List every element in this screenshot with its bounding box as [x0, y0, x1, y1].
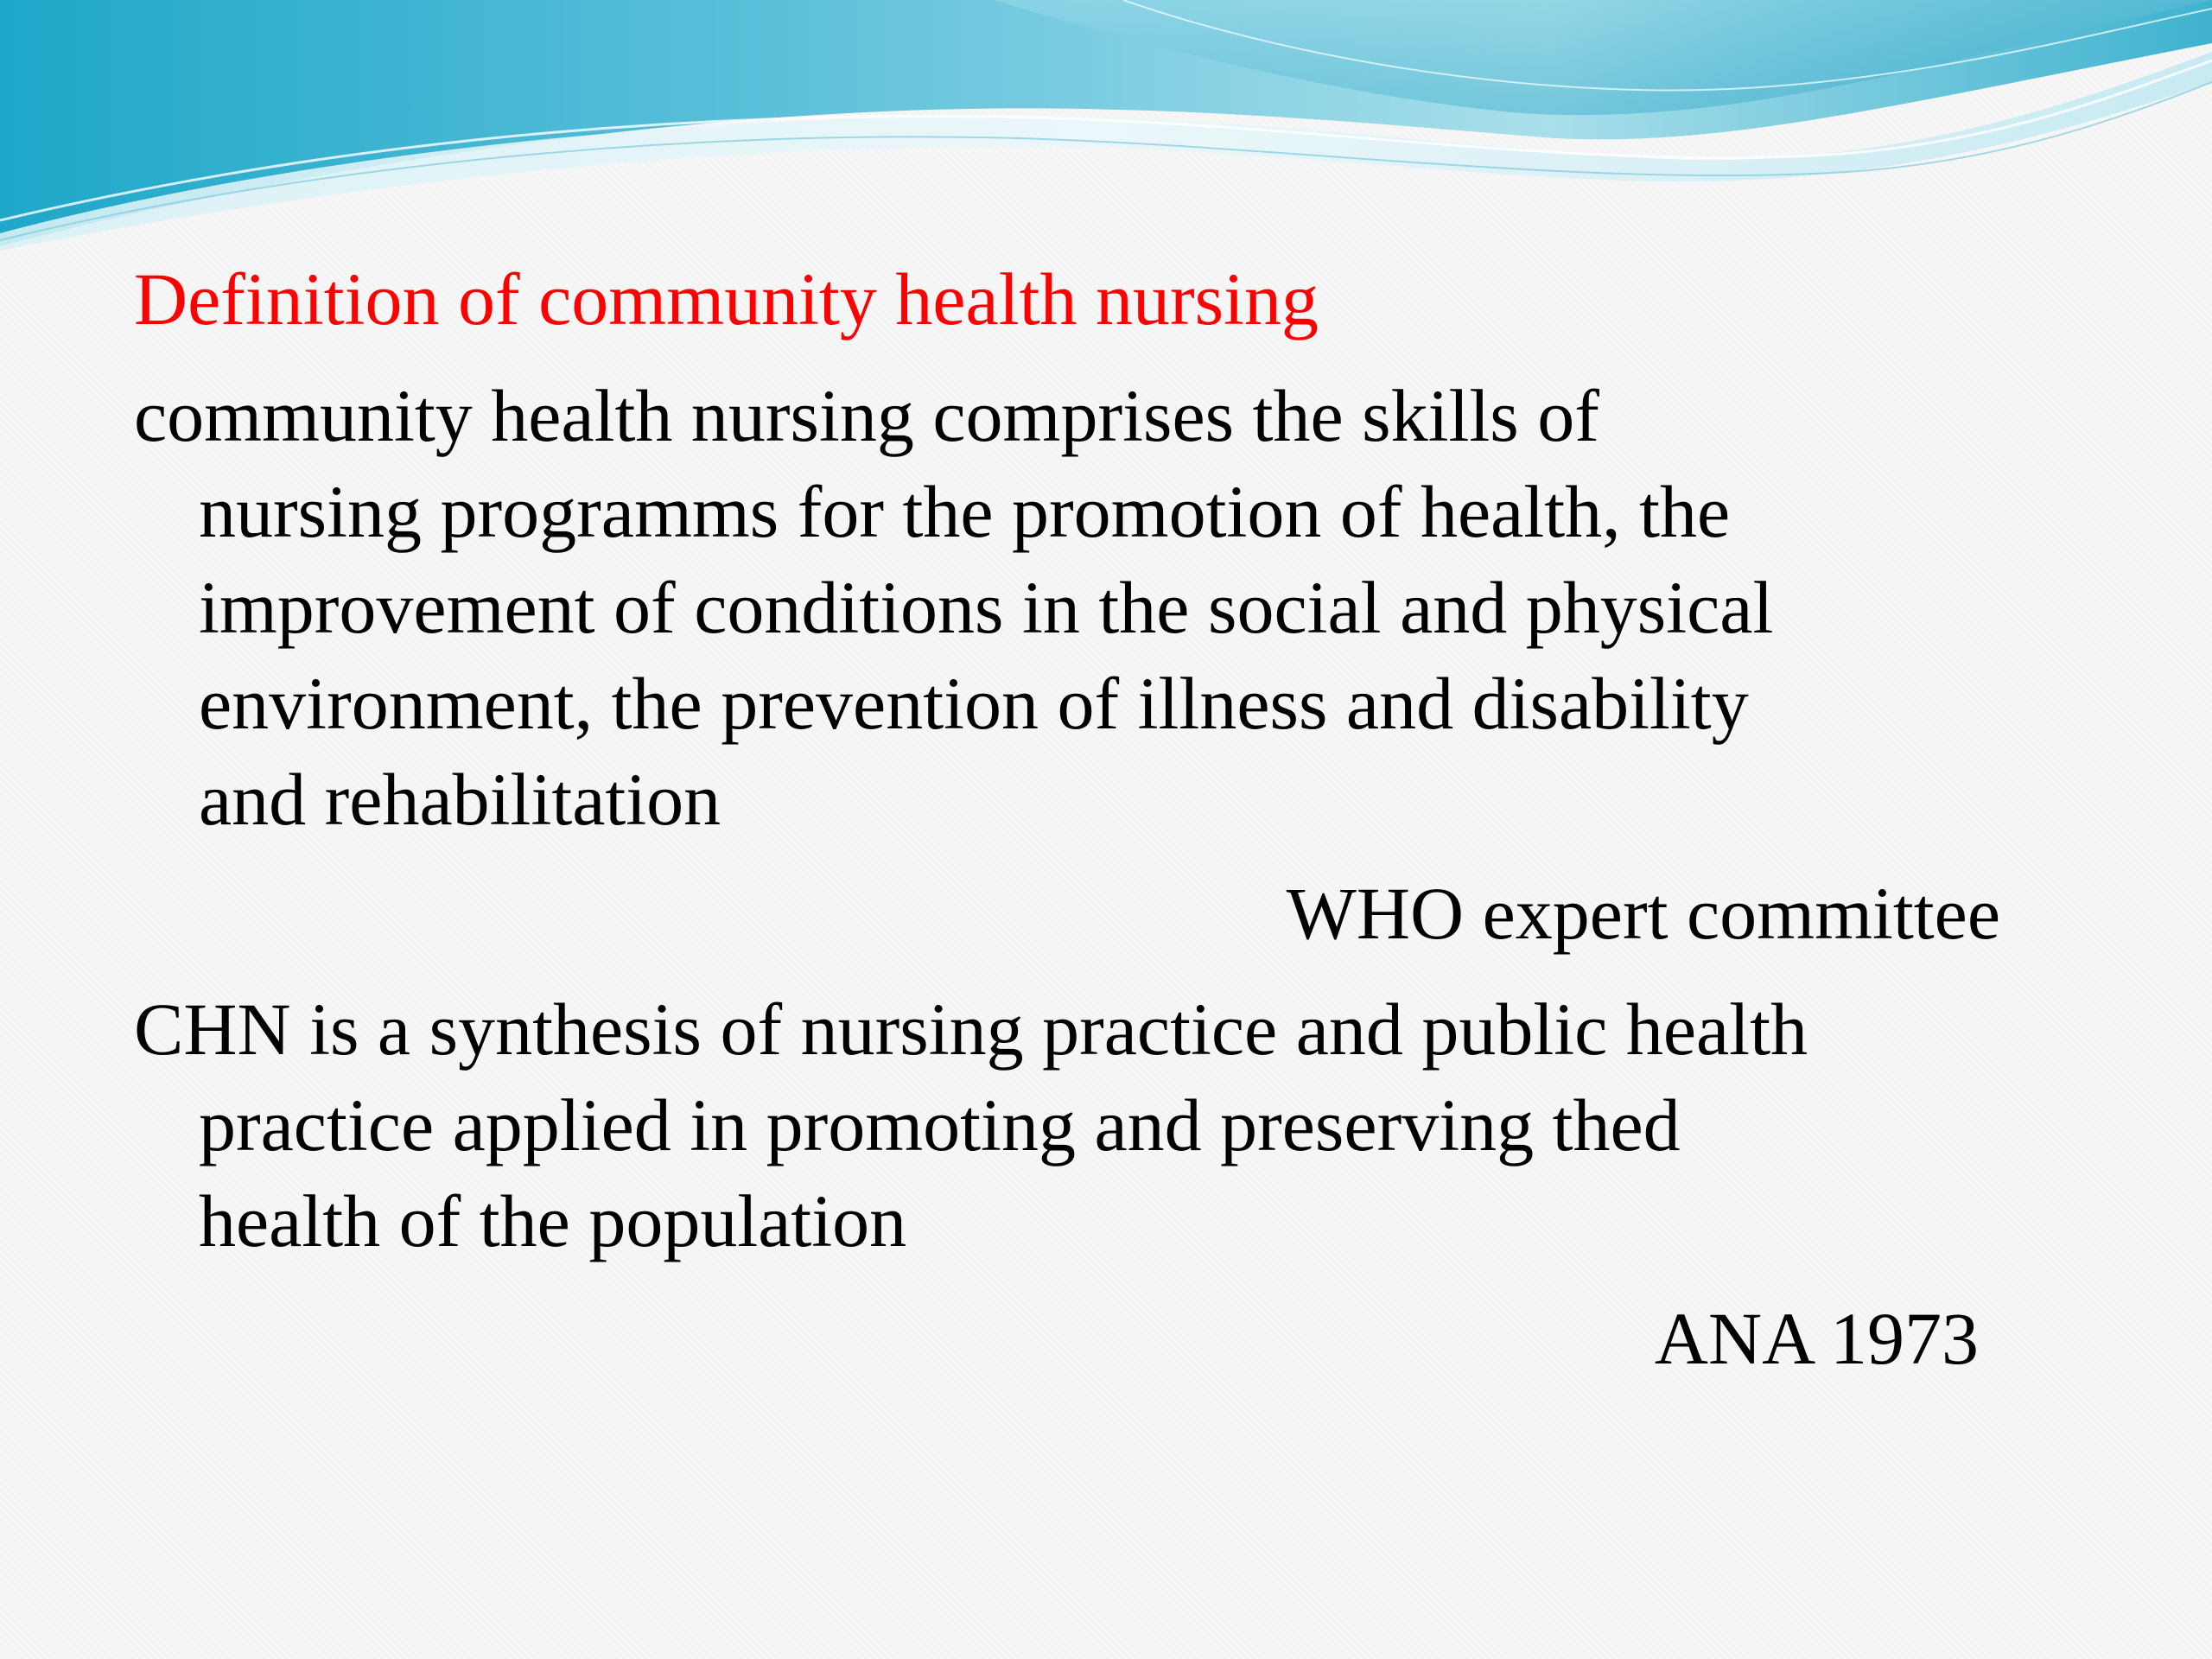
- source-who: WHO expert committee: [1286, 872, 2000, 955]
- source-ana: ANA 1973: [1654, 1297, 1979, 1380]
- definition-who: [134, 368, 1773, 848]
- definition-line: environment, the prevention of illness and disability: [199, 662, 1749, 745]
- definition-line: improvement of conditions in the social and physical: [199, 566, 1774, 649]
- definition-line: and rehabilitation: [199, 758, 721, 841]
- definition-line: health of the population: [199, 1179, 907, 1262]
- definition-ana: [134, 982, 1808, 1269]
- definition-line: community health nursing comprises the skills of: [134, 374, 1599, 457]
- definition-line: nursing programms for the promotion of health, the: [199, 470, 1731, 553]
- definition-line: practice applied in promoting and preserving thed: [199, 1084, 1681, 1166]
- definition-line: CHN is a synthesis of nursing practice and public health: [134, 988, 1808, 1071]
- slide-title: Definition of community health nursing: [134, 257, 1319, 340]
